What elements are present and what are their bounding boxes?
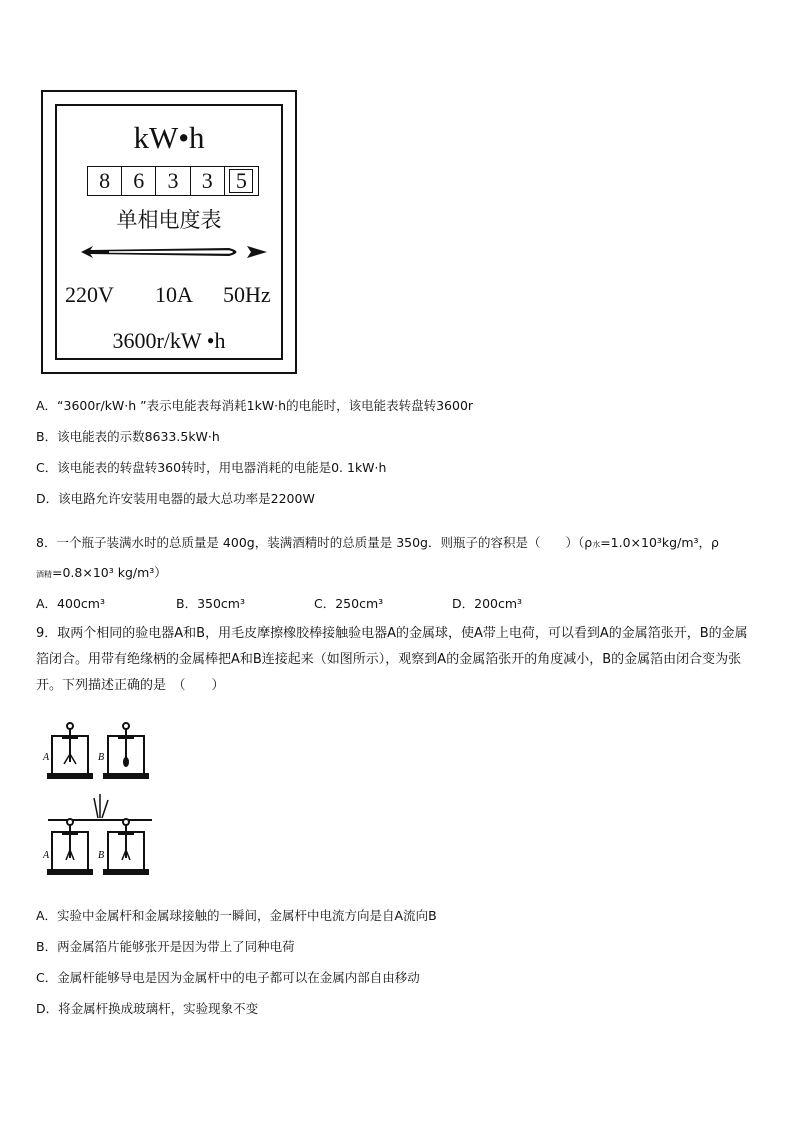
insulated-rod (48, 794, 152, 820)
meter-digit: 3 (156, 167, 190, 195)
electroscope-b-after (104, 819, 148, 874)
label-a-top: A (43, 752, 50, 763)
meter-name: 单相电度表 (116, 208, 222, 232)
meter-revolutions: 3600r/kW •h (112, 328, 226, 353)
q7-option-d: D．该电路允许安装用电器的最大总功率是2200W (36, 491, 315, 506)
q9-option-d: D．将金属杆换成玻璃杆，实验现象不变 (36, 1001, 259, 1016)
label-b-top: B (98, 752, 105, 763)
q9-option-a: A．实验中金属杆和金属球接触的一瞬间，金属杆中电流方向是自A流向B (36, 908, 437, 923)
q9-option-c: C．金属杆能够导电是因为金属杆中的电子都可以在金属内部自由移动 (36, 970, 420, 985)
meter-current: 10A (155, 282, 193, 307)
meter-arrow-icon (79, 242, 269, 262)
label-a-bottom: A (43, 850, 50, 861)
meter-digit: 3 (191, 167, 225, 195)
electricity-meter-figure (41, 90, 297, 374)
meter-digit-decimal: 5 (225, 167, 258, 195)
label-b-bottom: B (98, 850, 105, 861)
meter-unit: kW•h (133, 120, 205, 155)
electroscope-a-after (48, 819, 92, 874)
meter-face (55, 104, 283, 360)
q8-option-d: D．200cm³ (452, 596, 523, 611)
meter-digit: 8 (88, 167, 122, 195)
q9-option-b: B．两金属箔片能够张开是因为带上了同种电荷 (36, 939, 295, 954)
meter-voltage: 220V (65, 282, 114, 307)
q8-option-c: C．250cm³ (314, 596, 384, 611)
q9-stem: 9．取两个相同的验电器A和B，用毛皮摩擦橡胶棒接触验电器A的金属球，使A带上电荷，可以看到A的金属箔张开，B的金属箔闭合。用带有绝缘柄的金属棒把A和B连接起来（如图所示），观察到A的金属箔张开的角度减小，B的金属箔由闭合变为张开。下列描述正确的是 （ ） (36, 626, 748, 693)
electroscope-a-before (48, 723, 92, 778)
q8-option-b: B．350cm³ (176, 596, 245, 611)
q7-option-a: A．“3600r/kW·h ”表示电能表每消耗1kW·h的电能时，该电能表转盘转3600r (36, 398, 474, 413)
q8-option-a: A．400cm³ (36, 596, 105, 611)
electroscope-figure (40, 720, 160, 888)
q8-stem: 8．一个瓶子装满水时的总质量是 400g，装满酒精时的总质量是 350g．则瓶子的容积是（ ）（ρ水=1.0×10³kg/m³，ρ (36, 535, 719, 550)
meter-digit: 6 (122, 167, 156, 195)
q8-stem-continued: 酒精=0.8×10³ kg/m³） (36, 565, 167, 580)
q7-option-b: B．该电能表的示数8633.5kW·h (36, 429, 220, 444)
electroscope-b-before (104, 723, 148, 778)
q7-option-c: C．该电能表的转盘转360转时，用电器消耗的电能是0. 1kW·h (36, 460, 387, 475)
meter-frequency: 50Hz (223, 282, 271, 307)
meter-reading (87, 166, 259, 196)
